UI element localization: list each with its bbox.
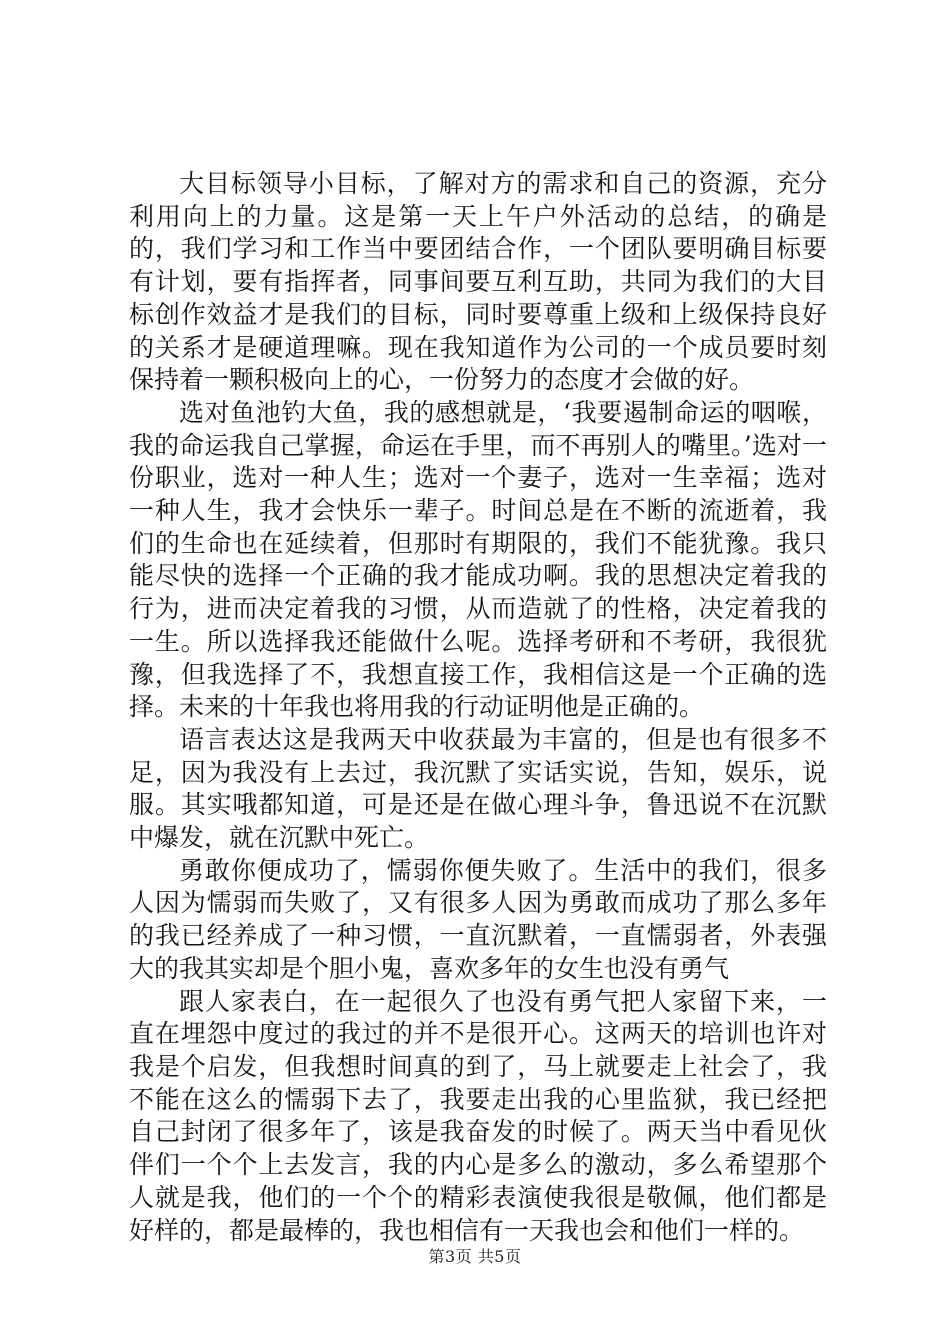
document-body xyxy=(129,168,827,1247)
paragraph-4: 勇敢你便成功了，懦弱你便失败了。生活中的我们，很多人因为懦弱而失败了，又有很多人因为勇敢而成功了那么多年的我已经养成了一种习惯，一直沉默着，一直懦弱者，外表强大的我其实却是个胆小鬼，喜欢多年的女生也没有勇气 xyxy=(129,855,827,983)
page-number-footer: 第3页 共5页 xyxy=(428,1247,522,1266)
paragraph-2: 选对鱼池钓大鱼，我的感想就是，‘我要遏制命运的咽喉，我的命运我自己掌握，命运在手里，而不再别人的嘴里。’选对一份职业，选对一种人生；选对一个妻子，选对一生幸福；选对一种人生，我才会快乐一辈子。时间总是在不断的流逝着，我们的生命也在延续着，但那时有期限的，我们不能犹豫。我只能尽快的选择一个正确的我才能成功啊。我的思想决定着我的行为，进而决定着我的习惯，从而造就了的性格，决定着我的一生。所以选择我还能做什么呢。选择考研和不考研，我很犹豫，但我选择了不，我想直接工作，我相信这是一个正确的选择。未来的十年我也将用我的行动证明他是正确的。 xyxy=(129,397,827,722)
paragraph-5: 跟人家表白，在一起很久了也没有勇气把人家留下来，一直在埋怨中度过的我过的并不是很开心。这两天的培训也许对我是个启发，但我想时间真的到了，马上就要走上社会了，我不能在这么的懦弱下去了，我要走出我的心里监狱，我已经把自己封闭了很多年了，该是我奋发的时候了。两天当中看见伙伴们一个个上去发言，我的内心是多么的激动，多么希望那个人就是我，他们的一个个的精彩表演使我很是敬佩，他们都是好样的，都是最棒的，我也相信有一天我也会和他们一样的。 xyxy=(129,986,827,1245)
paragraph-3: 语言表达这是我两天中收获最为丰富的，但是也有很多不足，因为我没有上去过，我沉默了实话实说，告知，娱乐，说服。其实哦都知道，可是还是在做心理斗争，鲁迅说不在沉默中爆发，就在沉默中死亡。 xyxy=(129,724,827,853)
paragraph-1: 大目标领导小目标，了解对方的需求和自己的资源，充分利用向上的力量。这是第一天上午户外活动的总结，的确是的，我们学习和工作当中要团结合作，一个团队要明确目标要有计划，要有指挥者，同事间要互利互助，共同为我们的大目标创作效益才是我们的目标，同时要尊重上级和上级保持良好的关系才是硬道理嘛。现在我知道作为公司的一个成员要时刻保持着一颗积极向上的心，一份努力的态度才会做的好。 xyxy=(129,169,827,395)
